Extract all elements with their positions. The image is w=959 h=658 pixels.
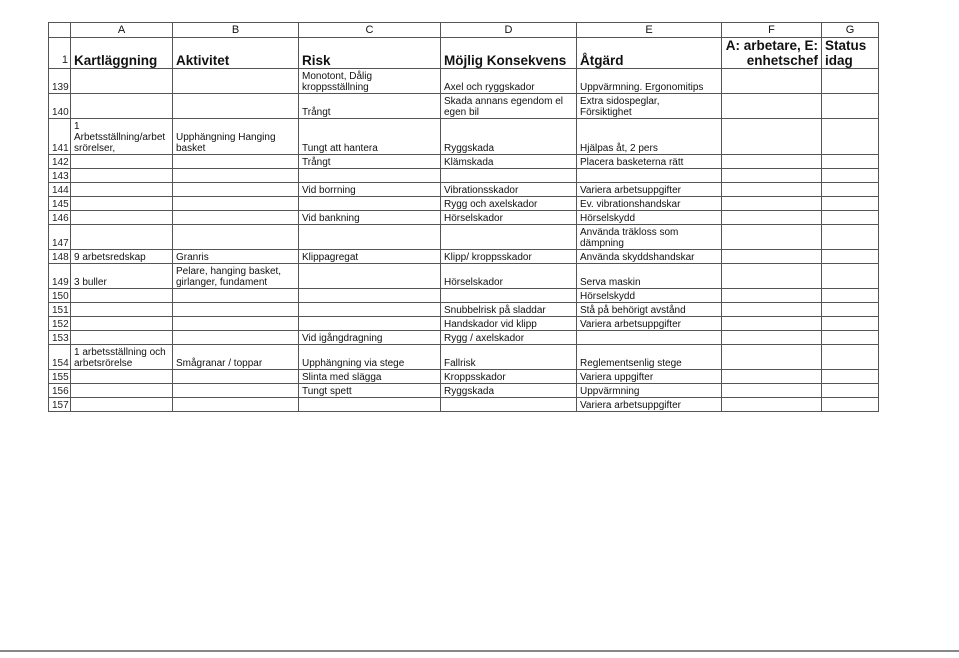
table-cell <box>71 69 173 94</box>
table-cell <box>822 250 879 264</box>
table-cell <box>822 155 879 169</box>
column-letter: B <box>173 23 299 38</box>
table-cell: Fallrisk <box>441 345 577 370</box>
table-cell: Axel och ryggskador <box>441 69 577 94</box>
table-cell <box>577 169 722 183</box>
table-cell: Ryggskada <box>441 119 577 155</box>
table-cell <box>71 94 173 119</box>
table-cell: 3 buller <box>71 264 173 289</box>
table-row <box>49 225 879 250</box>
table-cell: Variera arbetsuppgifter <box>577 317 722 331</box>
row-number: 157 <box>49 398 71 412</box>
table-row <box>49 197 879 211</box>
table-cell <box>722 317 822 331</box>
row-number: 143 <box>49 169 71 183</box>
table-cell: Hörselskydd <box>577 289 722 303</box>
table-cell: Hörselskador <box>441 264 577 289</box>
table-cell <box>173 69 299 94</box>
column-letter: C <box>299 23 441 38</box>
table-row <box>49 303 879 317</box>
spreadsheet-table <box>48 22 879 412</box>
table-cell: Extra sidospeglar, Försiktighet <box>577 94 722 119</box>
header-cell: Status idag <box>822 38 879 69</box>
table-cell <box>173 211 299 225</box>
table-cell <box>71 225 173 250</box>
table-cell: Placera basketerna rätt <box>577 155 722 169</box>
table-cell: Kroppsskador <box>441 370 577 384</box>
table-cell <box>722 384 822 398</box>
table-cell <box>299 289 441 303</box>
table-cell <box>722 69 822 94</box>
table-cell: 1 Arbetsställning/arbet srörelser, <box>71 119 173 155</box>
table-cell: Snubbelrisk på sladdar <box>441 303 577 317</box>
table-cell <box>722 169 822 183</box>
table-cell <box>722 398 822 412</box>
column-letter-row <box>49 23 879 38</box>
table-cell: Hjälpas åt, 2 pers <box>577 119 722 155</box>
table-cell: Hörselskydd <box>577 211 722 225</box>
table-cell: Klämskada <box>441 155 577 169</box>
row-number: 1 <box>49 38 71 69</box>
table-cell: Variera arbetsuppgifter <box>577 183 722 197</box>
header-cell: Möjlig Konsekvens <box>441 38 577 69</box>
table-cell <box>822 197 879 211</box>
row-number: 153 <box>49 331 71 345</box>
table-cell: Tungt spett <box>299 384 441 398</box>
table-cell <box>71 303 173 317</box>
row-number: 152 <box>49 317 71 331</box>
table-cell <box>71 398 173 412</box>
table-cell <box>71 370 173 384</box>
table-cell: Serva maskin <box>577 264 722 289</box>
table-cell <box>71 384 173 398</box>
row-number: 146 <box>49 211 71 225</box>
table-cell: Variera arbetsuppgifter <box>577 398 722 412</box>
table-cell <box>173 155 299 169</box>
table-cell: Vid bankning <box>299 211 441 225</box>
table-cell <box>722 250 822 264</box>
row-number: 155 <box>49 370 71 384</box>
row-number: 149 <box>49 264 71 289</box>
table-row <box>49 119 879 155</box>
table-cell <box>173 370 299 384</box>
column-letter: D <box>441 23 577 38</box>
row-number: 142 <box>49 155 71 169</box>
table-cell <box>822 289 879 303</box>
table-cell: Tungt att hantera <box>299 119 441 155</box>
table-cell: Granris <box>173 250 299 264</box>
row-number: 150 <box>49 289 71 303</box>
table-row <box>49 289 879 303</box>
table-cell: Vid igångdragning <box>299 331 441 345</box>
row-number: 148 <box>49 250 71 264</box>
table-cell: Klippagregat <box>299 250 441 264</box>
table-cell <box>722 211 822 225</box>
row-number: 144 <box>49 183 71 197</box>
table-cell <box>822 169 879 183</box>
table-cell: Uppvärmning <box>577 384 722 398</box>
table-cell <box>299 303 441 317</box>
table-cell <box>173 197 299 211</box>
table-row <box>49 384 879 398</box>
table-cell: Stå på behörigt avstånd <box>577 303 722 317</box>
header-cell: Aktivitet <box>173 38 299 69</box>
scan-edge-line <box>0 650 959 652</box>
row-number: 156 <box>49 384 71 398</box>
table-cell <box>173 289 299 303</box>
table-cell <box>722 264 822 289</box>
table-cell: Vibrationsskador <box>441 183 577 197</box>
header-row <box>49 38 879 69</box>
table-row <box>49 331 879 345</box>
table-cell <box>722 370 822 384</box>
table-row <box>49 69 879 94</box>
table-row <box>49 264 879 289</box>
table-cell <box>822 69 879 94</box>
row-number: 145 <box>49 197 71 211</box>
table-cell: Upphängning Hanging basket <box>173 119 299 155</box>
table-row <box>49 398 879 412</box>
table-cell <box>173 398 299 412</box>
table-cell <box>71 211 173 225</box>
table-cell <box>722 197 822 211</box>
table-cell <box>822 264 879 289</box>
table-cell: Monotont, Dålig kroppsställning <box>299 69 441 94</box>
table-cell <box>822 384 879 398</box>
table-cell: Rygg / axelskador <box>441 331 577 345</box>
table-cell <box>71 169 173 183</box>
table-row <box>49 94 879 119</box>
table-cell <box>822 370 879 384</box>
corner-cell <box>49 23 71 38</box>
table-cell: Skada annans egendom el egen bil <box>441 94 577 119</box>
table-cell: Hörselskador <box>441 211 577 225</box>
table-cell: Slinta med slägga <box>299 370 441 384</box>
table-cell: Uppvärmning. Ergonomitips <box>577 69 722 94</box>
table-cell <box>722 155 822 169</box>
table-cell <box>822 398 879 412</box>
table-cell <box>173 331 299 345</box>
table-cell <box>299 398 441 412</box>
table-cell <box>822 345 879 370</box>
table-cell <box>822 225 879 250</box>
table-cell <box>722 119 822 155</box>
table-cell <box>441 169 577 183</box>
column-letter: G <box>822 23 879 38</box>
column-letter: A <box>71 23 173 38</box>
table-cell <box>722 331 822 345</box>
column-letter: E <box>577 23 722 38</box>
table-cell: Reglementsenlig stege <box>577 345 722 370</box>
table-cell <box>173 303 299 317</box>
table-cell: Rygg och axelskador <box>441 197 577 211</box>
table-cell <box>577 331 722 345</box>
row-number: 140 <box>49 94 71 119</box>
table-cell <box>173 225 299 250</box>
row-number: 151 <box>49 303 71 317</box>
table-cell: Upphängning via stege <box>299 345 441 370</box>
header-cell: Risk <box>299 38 441 69</box>
table-cell <box>722 289 822 303</box>
table-cell: Använda skyddshandskar <box>577 250 722 264</box>
table-cell <box>173 183 299 197</box>
table-cell <box>822 331 879 345</box>
table-cell <box>822 303 879 317</box>
table-cell: Klipp/ kroppsskador <box>441 250 577 264</box>
table-row <box>49 211 879 225</box>
table-row <box>49 250 879 264</box>
table-cell <box>822 119 879 155</box>
table-cell <box>299 317 441 331</box>
table-cell <box>173 94 299 119</box>
header-cell: Kartläggning <box>71 38 173 69</box>
header-cell: Åtgärd <box>577 38 722 69</box>
table-row <box>49 370 879 384</box>
table-cell: Handskador vid klipp <box>441 317 577 331</box>
table-cell <box>71 197 173 211</box>
table-cell <box>822 94 879 119</box>
table-cell <box>722 94 822 119</box>
table-row <box>49 183 879 197</box>
table-cell <box>71 155 173 169</box>
table-cell <box>173 169 299 183</box>
table-cell: 1 arbetsställning och arbetsrörelse <box>71 345 173 370</box>
table-cell: Pelare, hanging basket, girlanger, fundament <box>173 264 299 289</box>
table-cell <box>71 331 173 345</box>
table-cell <box>299 197 441 211</box>
table-cell <box>299 169 441 183</box>
row-number: 141 <box>49 119 71 155</box>
row-number: 139 <box>49 69 71 94</box>
table-cell: Ryggskada <box>441 384 577 398</box>
table-cell <box>722 183 822 197</box>
table-cell <box>173 317 299 331</box>
table-cell <box>299 225 441 250</box>
table-cell: Trångt <box>299 155 441 169</box>
table-cell <box>822 317 879 331</box>
table-cell <box>71 183 173 197</box>
table-cell: Vid borrning <box>299 183 441 197</box>
row-number: 154 <box>49 345 71 370</box>
header-cell: A: arbetare, E: enhetschef <box>722 38 822 69</box>
table-cell <box>299 264 441 289</box>
table-cell <box>722 303 822 317</box>
table-cell: Använda träkloss som dämpning <box>577 225 722 250</box>
table-cell <box>173 384 299 398</box>
table-cell <box>441 225 577 250</box>
table-cell <box>822 183 879 197</box>
table-cell: Variera uppgifter <box>577 370 722 384</box>
table-cell <box>71 289 173 303</box>
row-number: 147 <box>49 225 71 250</box>
column-letter: F <box>722 23 822 38</box>
table-row <box>49 345 879 370</box>
table-row <box>49 169 879 183</box>
table-cell <box>441 398 577 412</box>
table-cell <box>71 317 173 331</box>
table-cell <box>441 289 577 303</box>
table-cell: Smågranar / toppar <box>173 345 299 370</box>
table-row <box>49 155 879 169</box>
table-cell <box>722 225 822 250</box>
table-cell: Ev. vibrationshandskar <box>577 197 722 211</box>
table-cell <box>722 345 822 370</box>
table-cell <box>822 211 879 225</box>
table-cell: Trångt <box>299 94 441 119</box>
table-row <box>49 317 879 331</box>
table-cell: 9 arbetsredskap <box>71 250 173 264</box>
